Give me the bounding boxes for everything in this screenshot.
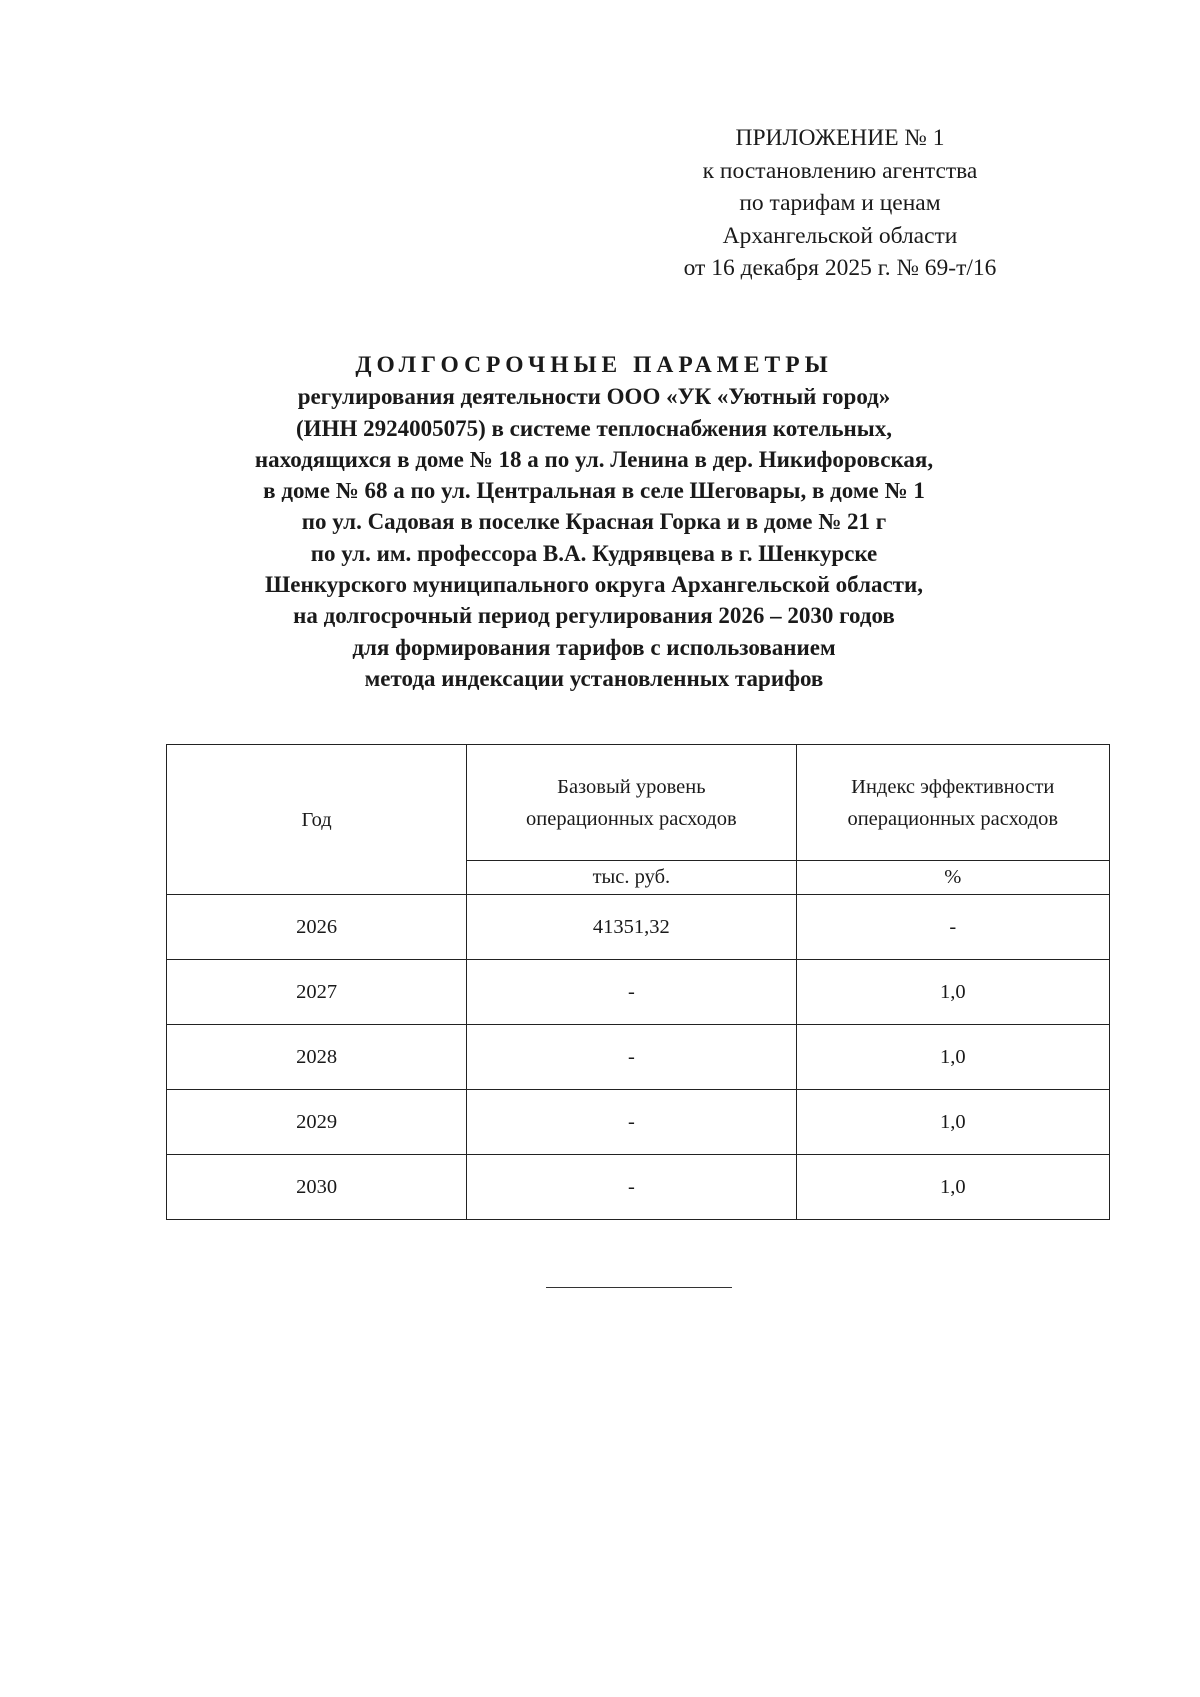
table-row xyxy=(167,1155,1110,1220)
appendix-line: ПРИЛОЖЕНИЕ № 1 xyxy=(735,125,945,151)
cell-base: - xyxy=(467,1090,796,1155)
table-row xyxy=(167,1090,1110,1155)
title-line: по ул. им. профессора В.А. Кудрявцева в г. Шенкурске xyxy=(310,540,878,566)
title-line: в доме № 68 а по ул. Центральная в селе Шеговары, в доме № 1 xyxy=(263,478,925,504)
title-line: для формирования тарифов с использованием xyxy=(352,634,836,660)
cell-base: - xyxy=(467,1025,796,1090)
header-year: Год xyxy=(167,745,467,895)
title-line: находящихся в доме № 18 а по ул. Ленина в дер. Никифоровская, xyxy=(254,446,934,472)
table-row xyxy=(167,895,1110,960)
appendix-line: от 16 декабря 2025 г. № 69-т/16 xyxy=(683,255,997,281)
appendix-block xyxy=(600,122,1080,285)
title-line: регулирования деятельности ООО «УК «Уютный город» xyxy=(297,384,891,410)
title-line: Шенкурского муниципального округа Архангельской области, xyxy=(265,572,923,598)
header-base-line: операционных расходов xyxy=(526,807,737,830)
cell-base: - xyxy=(467,960,796,1025)
title-line: метода индексации установленных тарифов xyxy=(364,665,824,691)
header-efficiency-index xyxy=(796,745,1109,861)
end-divider-line xyxy=(546,1287,732,1288)
cell-index: 1,0 xyxy=(796,1090,1109,1155)
title-line: на долгосрочный период регулирования 2026 – 2030 годов xyxy=(293,603,895,629)
cell-base: - xyxy=(467,1155,796,1220)
table-row xyxy=(167,960,1110,1025)
title-line: (ИНН 2924005075) в системе теплоснабжения котельных, xyxy=(296,415,892,441)
cell-year: 2026 xyxy=(167,895,467,960)
cell-base: 41351,32 xyxy=(467,895,796,960)
cell-index: 1,0 xyxy=(796,1025,1109,1090)
unit-index: % xyxy=(796,861,1109,895)
appendix-line: Архангельской области xyxy=(722,222,958,249)
table-row xyxy=(167,1025,1110,1090)
cell-index: 1,0 xyxy=(796,960,1109,1025)
cell-year: 2028 xyxy=(167,1025,467,1090)
header-base-level xyxy=(467,745,796,861)
cell-index: - xyxy=(796,895,1109,960)
document-title xyxy=(150,350,1038,694)
appendix-line: к постановлению агентства xyxy=(702,157,978,184)
appendix-line: по тарифам и ценам xyxy=(739,190,941,216)
cell-index: 1,0 xyxy=(796,1155,1109,1220)
header-base-line: Базовый уровень xyxy=(557,775,706,798)
title-heading: ДОЛГОСРОЧНЫЕ ПАРАМЕТРЫ xyxy=(355,352,833,378)
parameters-table xyxy=(166,744,1110,1220)
title-line: по ул. Садовая в поселке Красная Горка и в доме № 21 г xyxy=(301,509,887,535)
header-index-line: операционных расходов xyxy=(847,807,1059,830)
header-index-line: Индекс эффективности xyxy=(851,775,1055,798)
cell-year: 2029 xyxy=(167,1090,467,1155)
cell-year: 2027 xyxy=(167,960,467,1025)
cell-year: 2030 xyxy=(167,1155,467,1220)
unit-base: тыс. руб. xyxy=(467,861,796,895)
table-header-row xyxy=(167,745,1110,861)
